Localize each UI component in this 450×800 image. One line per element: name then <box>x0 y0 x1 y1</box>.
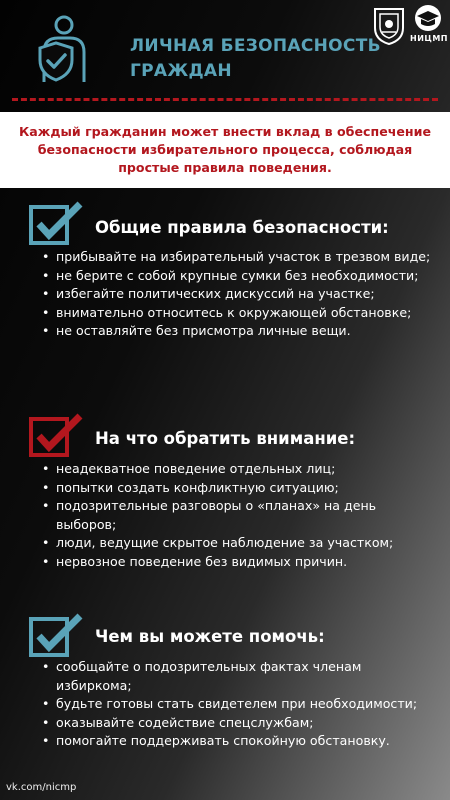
list-item: • попытки создать конфликтную ситуацию; <box>40 479 440 498</box>
list-item: • не оставляйте без присмотра личные вещи. <box>40 322 440 341</box>
checkbox-check-icon <box>28 412 84 458</box>
list-item: • нервозное поведение без видимых причин. <box>40 553 440 572</box>
list-item: • избегайте политических дискуссий на участке; <box>40 285 440 304</box>
item-list <box>40 460 440 571</box>
list-item: • не берите с собой крупные сумки без необходимости; <box>40 267 440 286</box>
intro-text: Каждый гражданин может внести вклад в обеспечение безопасности избирательного процесса, соблюдая простые правила поведения. <box>19 124 431 175</box>
list-item: • оказывайте содействие спецслужбам; <box>40 714 440 733</box>
page-title <box>130 34 381 84</box>
title-line-2: ГРАЖДАН <box>130 61 232 81</box>
list-item: • сообщайте о подозрительных фактах членам избиркома; <box>40 658 440 695</box>
list-item: • люди, ведущие скрытое наблюдение за участком; <box>40 534 440 553</box>
footer-link[interactable]: vk.com/nicmp <box>6 782 77 793</box>
list-item: • внимательно относитесь к окружающей обстановке; <box>40 304 440 323</box>
checkbox-check-icon <box>28 612 84 658</box>
list-item: • будьте готовы стать свидетелем при необходимости; <box>40 695 440 714</box>
list-item: • прибывайте на избирательный участок в трезвом виде; <box>40 248 440 267</box>
item-list <box>40 248 440 341</box>
intro-banner <box>0 112 450 188</box>
list-item: • неадекватное поведение отдельных лиц; <box>40 460 440 479</box>
graduation-cap-icon <box>411 4 445 32</box>
person-shield-check-icon <box>34 14 94 84</box>
title-line-1: ЛИЧНАЯ БЕЗОПАСНОСТЬ <box>130 36 381 56</box>
dashed-divider <box>12 98 438 101</box>
list-item: • подозрительные разговоры о «планах» на день выборов; <box>40 497 440 534</box>
item-list <box>40 658 440 751</box>
section-title: Общие правила безопасности: <box>95 218 389 237</box>
header <box>0 0 450 110</box>
emblem-logo-icon <box>372 6 406 46</box>
checkbox-check-icon <box>28 200 84 246</box>
nicmp-logo <box>410 4 446 43</box>
list-item: • помогайте поддерживать спокойную обстановку. <box>40 732 440 751</box>
logo-text: НИЦМП <box>410 34 448 43</box>
section-title: На что обратить внимание: <box>95 429 356 448</box>
section-title: Чем вы можете помочь: <box>95 627 325 646</box>
